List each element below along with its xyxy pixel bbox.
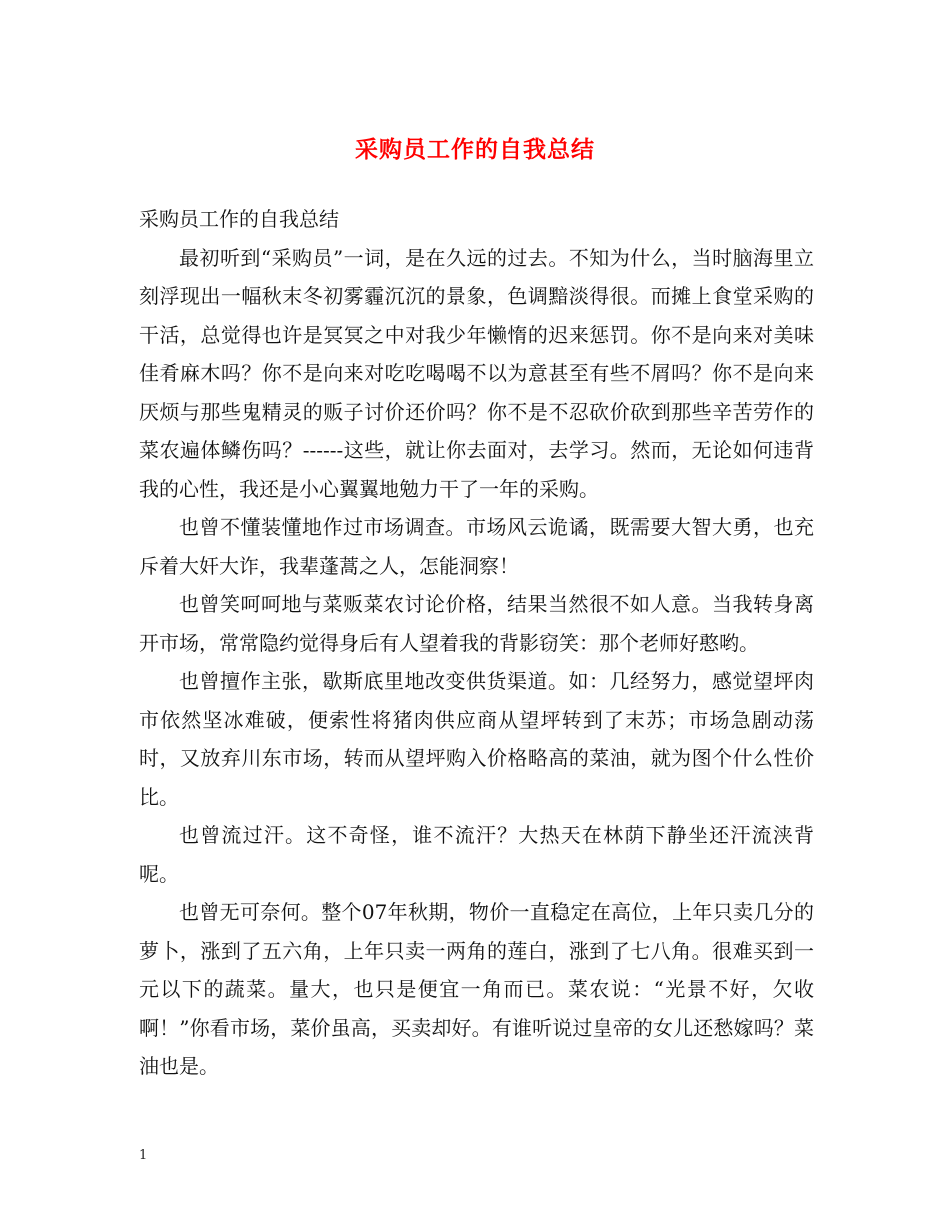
page-number: 1 [139,1148,148,1163]
paragraph-5: 也曾流过汗。这不奇怪，谁不流汗？大热天在林荫下静坐还汗流浃背呢。 [139,823,814,886]
paragraph-3: 也曾笑呵呵地与菜贩菜农讨论价格，结果当然很不如人意。当我转身离开市场，常常隐约觉得身后有人望着我的背影窃笑：那个老师好憨哟。 [139,592,814,655]
paragraph-2: 也曾不懂装懂地作过市场调查。市场风云诡谲，既需要大智大勇，也充斥着大奸大诈，我辈蓬蒿之人，怎能洞察！ [139,515,814,578]
paragraph-4: 也曾擅作主张，歇斯底里地改变供货渠道。如：几经努力，感觉望坪肉市依然坚冰难破，便索性将猪肉供应商从望坪转到了末苏；市场急剧动荡时，又放弃川东市场，转而从望坪购入价格略高的菜油，就为图个什么性价比。 [139,669,814,809]
document-title: 采购员工作的自我总结 [355,136,595,163]
paragraph-1: 最初听到“采购员”一词，是在久远的过去。不知为什么，当时脑海里立刻浮现出一幅秋末冬初雾霾沉沉的景象，色调黯淡得很。而摊上食堂采购的干活，总觉得也许是冥冥之中对我少年懒惰的迟来惩罚。你不是向来对美味佳肴麻木吗？你不是向来对吃吃喝喝不以为意甚至有些不屑吗？你不是向来厌烦与那些鬼精灵的贩子讨价还价吗？你不是不忍砍价砍到那些辛苦劳作的菜农遍体鳞伤吗？------这些，就让你去面对，去学习。然而，无论如何违背我的心性，我还是小心翼翼地勉力干了一年的采购。 [139,245,814,501]
document-body [139,200,814,1086]
body-subtitle: 采购员工作的自我总结 [139,207,339,231]
paragraph-6: 也曾无可奈何。整个07年秋期，物价一直稳定在高位，上年只卖几分的萝卜，涨到了五六角，上年只卖一两角的莲白，涨到了七八角。很难买到一元以下的蔬菜。量大，也只是便宜一角而已。菜农说：“光景不好，欠收啊！”你看市场，菜价虽高，买卖却好。有谁听说过皇帝的女儿还愁嫁吗？菜油也是。 [139,900,814,1078]
